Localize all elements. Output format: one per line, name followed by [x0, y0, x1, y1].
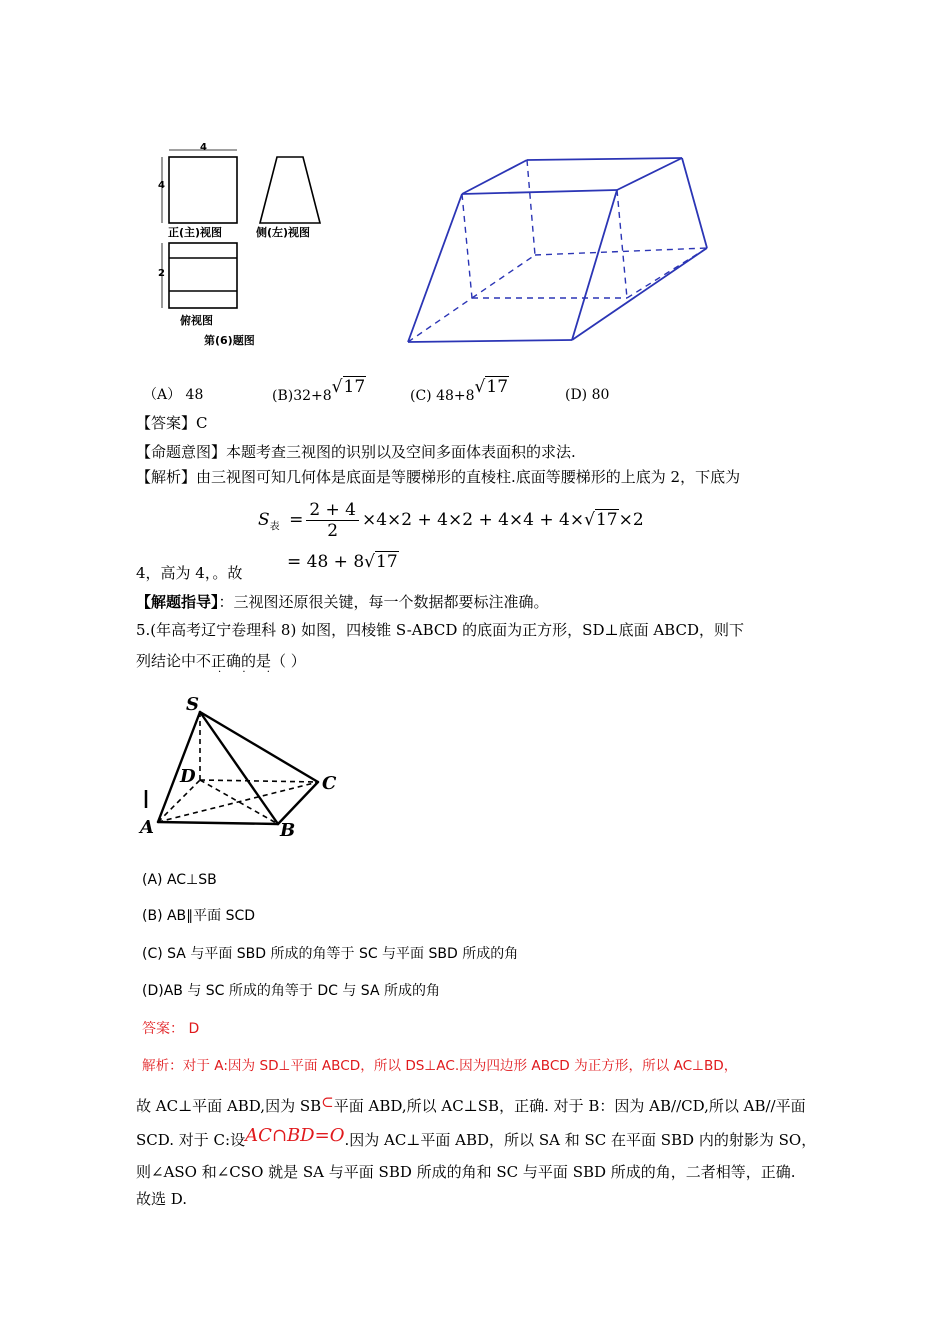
intent-text: 本题考查三视图的识别以及空间多面体表面积的求法. — [226, 443, 576, 461]
surface-area-formula: $S_表$ = $\frac{2 + 4}{2}$ ×4×2 + 4×2 + 4×4 + 4×√17×2 — [258, 500, 644, 541]
formula-num: 2 + 4 — [306, 500, 359, 521]
dim-top-label: 4 — [200, 142, 207, 153]
dim-left-label: 4 — [158, 180, 165, 191]
figure-caption: 第(6)题图 — [204, 334, 255, 347]
q5-analysis-red: 解析：对于 A:因为 SD⊥平面 ABCD，所以 DS⊥AC.因为四边形 ABCD 为正方形，所以 AC⊥BD， — [142, 1058, 738, 1074]
formula-fraction — [306, 500, 359, 541]
formula-s: S — [258, 510, 270, 530]
three-views-figure — [150, 140, 340, 355]
q5-option-c: (C) SA 与平面 SBD 所成的角等于 SC 与平面 SBD 所成的角 — [142, 946, 519, 962]
sqrt-17-line2: √17 — [364, 552, 398, 572]
label-d: D — [180, 766, 196, 787]
guide-label: 【解题指导】 — [136, 593, 219, 611]
q5-stem-line2: 列结论中不正确的是（ ） — [136, 652, 306, 670]
side-view-trapezoid — [260, 157, 320, 223]
q4-intent — [136, 442, 576, 462]
q5-line5: 故选 D. — [136, 1190, 188, 1208]
q4-analysis — [136, 467, 740, 487]
q5-option-d: (D)AB 与 SC 所成的角等于 DC 与 SA 所成的角 — [142, 983, 440, 999]
front-view-square — [169, 157, 237, 223]
q4-answer: 【答案】C — [136, 414, 208, 432]
q4-option-c-text: (C) 48+8 — [410, 388, 475, 404]
formula-tail: ×2 — [618, 510, 644, 530]
intersection-math: AC∩BD=O — [245, 1125, 345, 1146]
q4-option-c — [410, 377, 509, 406]
subset-symbol: ⊂ — [321, 1093, 334, 1111]
prism-3d-figure — [400, 150, 720, 350]
pyramid-figure — [140, 700, 350, 840]
q4-option-d: (D) 80 — [565, 387, 610, 403]
emphasis-dots: · · · — [218, 667, 279, 678]
label-s: S — [186, 694, 199, 715]
analysis-text: 由三视图可知几何体是底面是等腰梯形的直棱柱.底面等腰梯形的上底为 2，下底为 — [196, 468, 741, 486]
label-a: A — [140, 817, 154, 838]
q4-option-b — [272, 377, 366, 406]
dim-top-view-label: 2 — [158, 268, 165, 279]
formula-sub: 表 — [269, 521, 280, 533]
sqrt-17-formula: √17 — [584, 510, 618, 530]
formula-line2: = 48 + 8√17 — [287, 552, 398, 572]
q5-option-a: (A) AC⊥SB — [142, 872, 217, 888]
q5-line2: 故 AC⊥平面 ABD,因为 SB⊂平面 ABD,所以 AC⊥SB，正确. 对于 B：因为 AB//CD,所以 AB//平面 — [136, 1093, 806, 1115]
guide-text: ：三视图还原很关键，每一个数据都要标注准确。 — [218, 593, 549, 611]
q4-guide — [136, 592, 549, 612]
q4-option-b-text: (B)32+8 — [272, 388, 332, 404]
q5-line4: 则∠ASO 和∠CSO 就是 SA 与平面 SBD 所成的角和 SC 与平面 SBD 所成的角，二者相等，正确. — [136, 1163, 796, 1181]
front-view-label: 正(主)视图 — [168, 226, 223, 239]
label-b: B — [280, 820, 296, 841]
sqrt-17-c: √17 — [474, 377, 509, 397]
q5-answer: 答案： D — [142, 1021, 200, 1037]
q4-option-a: （A） 48 — [143, 387, 204, 403]
side-view-label: 侧(左)视图 — [256, 226, 311, 239]
formula-rest: ×4×2 + 4×2 + 4×4 + 4× — [362, 510, 585, 530]
intent-label: 【命题意图】 — [136, 443, 227, 461]
formula-den: 2 — [327, 521, 339, 541]
label-c: C — [322, 773, 337, 794]
top-view-rect — [169, 243, 237, 308]
q4-continuation: 4，高为 4，。故 — [136, 564, 243, 582]
top-view-label: 俯视图 — [180, 314, 213, 327]
analysis-label: 【解析】 — [136, 468, 197, 486]
q5-option-b: (B) AB∥平面 SCD — [142, 908, 256, 924]
q5-line3: SCD. 对于 C:设AC∩BD=O.因为 AC⊥平面 ABD，所以 SA 和 SC 在平面 SBD 内的射影为 SO， — [136, 1125, 817, 1149]
sqrt-17-b: √17 — [331, 377, 366, 397]
q5-stem-line1: 5.(年高考辽宁卷理科 8) 如图，四棱锥 S-ABCD 的底面为正方形，SD⊥底面 ABCD，则下 — [136, 621, 744, 639]
